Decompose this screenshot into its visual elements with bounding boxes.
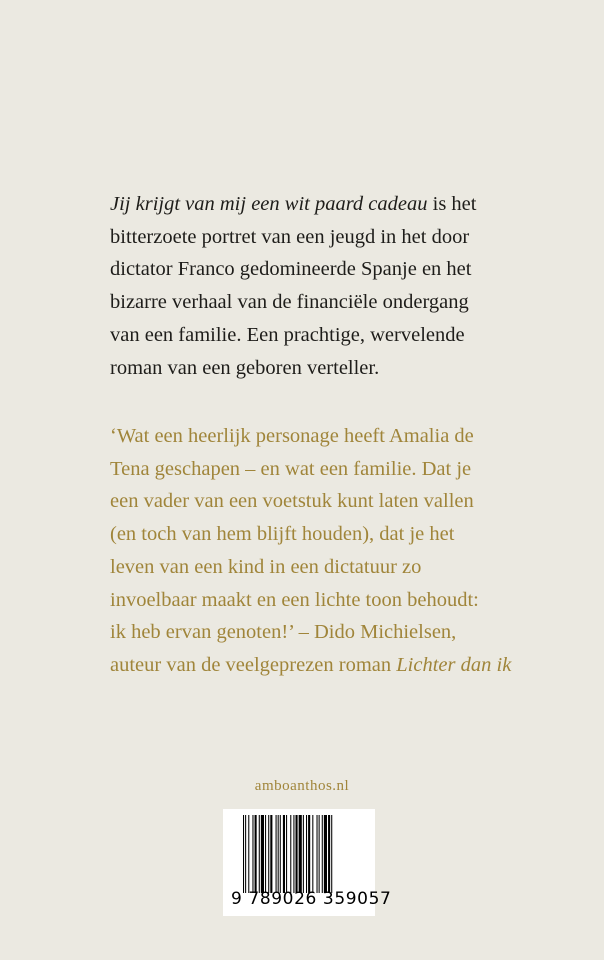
barcode <box>223 809 392 916</box>
barcode-bar <box>328 815 330 893</box>
quote-line: ik heb ervan genoten!’ – Dido Michielsen, <box>110 621 457 644</box>
blurb-line: van een familie. Een prachtige, wervelende <box>110 323 465 346</box>
barcode-bar <box>255 815 257 893</box>
barcode-bar <box>286 815 287 893</box>
blurb-text: is het <box>427 193 477 215</box>
barcode-bar <box>245 815 246 893</box>
quote-line: ‘Wat een heerlijk personage heeft Amalia de <box>110 425 474 447</box>
barcode-bar <box>268 815 269 893</box>
book-blurb <box>110 188 476 384</box>
barcode-bar <box>261 815 264 893</box>
barcode-bar <box>278 815 279 893</box>
publisher-website: amboanthos.nl <box>254 778 350 794</box>
isbn-number: 9 789026 359057 <box>231 889 392 909</box>
barcode-bar <box>293 815 294 893</box>
barcode-bar <box>322 815 323 893</box>
quote-line: invoelbaar maakt en een lichte toon behoudt: <box>110 588 479 611</box>
blurb-line: bizarre verhaal van de financiële ondergang <box>110 291 469 314</box>
barcode-bar <box>270 815 272 893</box>
quote-line: Tena geschapen – en wat een familie. Dat je <box>110 457 472 480</box>
referenced-book-title: Lichter dan ik <box>396 653 512 676</box>
barcode-bar <box>280 815 281 893</box>
book-title: Jij krijgt van mij een wit paard cadeau <box>110 193 428 215</box>
barcode-bar <box>312 815 313 893</box>
quote-line: een vader van een voetstuk kunt laten vallen <box>110 490 474 513</box>
blurb-line <box>110 188 476 221</box>
barcode-bar <box>331 815 332 893</box>
barcode-bar <box>317 815 318 893</box>
barcode-bar <box>299 815 302 893</box>
barcode-bars <box>243 815 358 893</box>
barcode-bar <box>290 815 291 893</box>
barcode-bar <box>319 815 320 893</box>
barcode-bar <box>306 815 307 893</box>
review-quote <box>110 420 511 682</box>
barcode-bar <box>259 815 260 893</box>
barcode-bar <box>308 815 310 893</box>
barcode-bar <box>276 815 277 893</box>
barcode-bar <box>265 815 266 893</box>
blurb-line: bitterzoete portret van een jeugd in het door <box>110 225 470 248</box>
barcode-bar <box>324 815 327 893</box>
quote-line <box>110 649 511 682</box>
quote-text: auteur van de veelgeprezen roman <box>110 653 397 676</box>
barcode-bar <box>296 815 298 893</box>
quote-line: (en toch van hem blijft houden), dat je het <box>110 523 455 546</box>
barcode-bar <box>252 815 253 893</box>
barcode-bar <box>243 815 244 893</box>
quote-line: leven van een kind in een dictatuur zo <box>110 555 422 578</box>
barcode-bar <box>283 815 285 893</box>
barcode-bar <box>248 815 249 893</box>
blurb-line: roman van een geboren verteller. <box>110 356 380 379</box>
barcode-bar <box>303 815 304 893</box>
blurb-line: dictator Franco gedomineerde Spanje en het <box>110 258 472 281</box>
